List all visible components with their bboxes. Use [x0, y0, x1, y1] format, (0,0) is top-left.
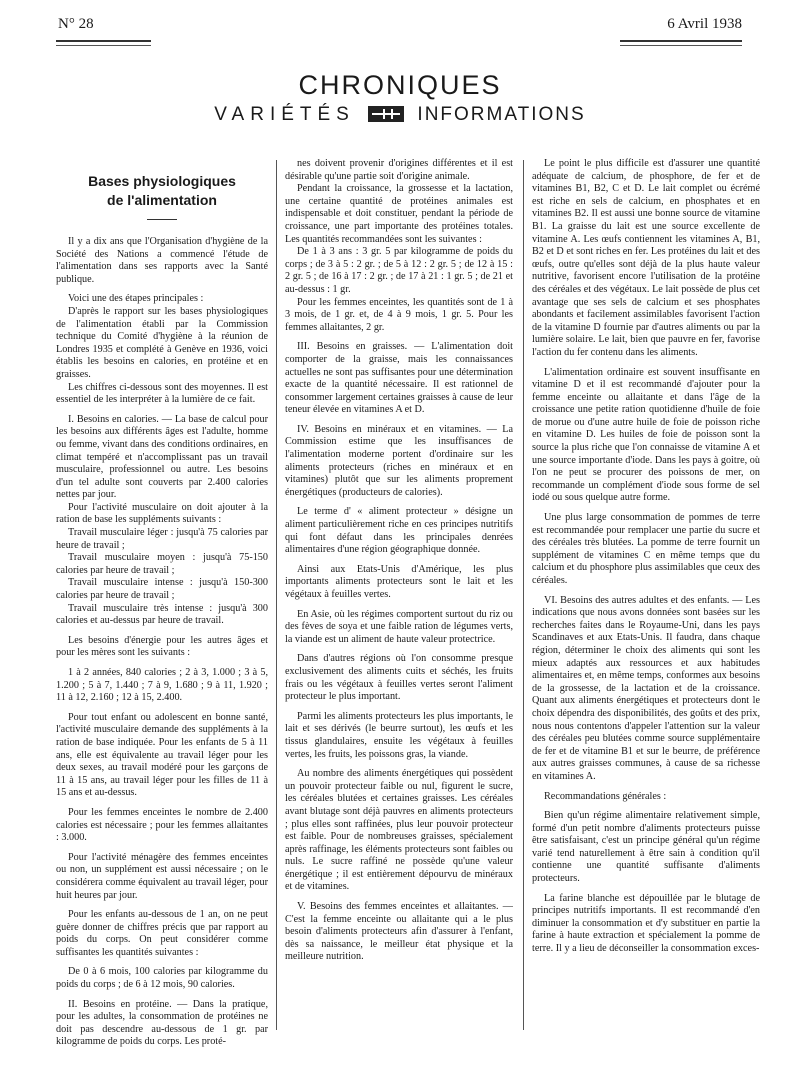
article-title-line-1: Bases physiologiques — [88, 173, 236, 189]
issue-date: 6 Avril 1938 — [667, 16, 742, 32]
column-divider-1 — [276, 160, 277, 1030]
col3-paragraph: Recommandations générales : — [544, 790, 667, 802]
col2-paragraph: Le terme d' « aliment protecteur » désigne un aliment particulièrement riche en ces principes nutritifs qui font défaut dans les principales denrées alimentaires d'une région géographique donnée. — [285, 506, 513, 556]
col1-paragraph: Travail musculaire intense : jusqu'à 150-300 calories par heure de travail ; — [56, 577, 268, 602]
col1-paragraph: Pour les enfants au-dessous de 1 an, on ne peut guère donner de chiffres précis que par rapport au poids du corps. On peut considérer comme suffisantes les quantités suivantes : — [56, 909, 268, 958]
column-3 — [532, 158, 760, 956]
col2-paragraph: IV. Besoins en minéraux et en vitamines. — La Commission estime que les insuffisances de l'alimentation moderne portent d'ordinaire sur les aliments protecteurs (riches en minéraux et en vitamines) plutôt que sur les aliments proprement énergétiques (producteurs de calories). — [285, 423, 513, 498]
col1-paragraph: Les chiffres ci-dessous sont des moyennes. Il est essentiel de les interpréter à la lumière de ce fait. — [56, 381, 268, 406]
title-rule — [147, 219, 177, 220]
col3-paragraph: Le point le plus difficile est d'assurer une quantité adéquate de calcium, de phosphore, de fer et de vitamines B1, B2, C et D. Le lait complet ou écrémé est riche en sels de calcium, en phosphates et en vitamines B2. Il est aussi une bonne source de vitamine B1. La graisse du lait est une source excellente de vitamine A. Les œufs contiennent les vitamines A, B1, B2 et D et sont riches en fer. Les protéines du lait et des œufs, outre qu'elles sont déjà de la plus haute valeur nutritive, favorisent encore l'utilisation de la protéine des céréales et des végétaux. Le lait possède de plus cet avantage que ses sels de calcium et ses phosphates abondants et facilement assimilables favorisent l'action de la vitamine D fournie par d'autres aliments ou par la lumière solaire. Le lait, bien que pauvre en fer, favorise l'action du fer contenu dans les aliments. — [532, 158, 760, 358]
col1-paragraph: 1 à 2 années, 840 calories ; 2 à 3, 1.000 ; 3 à 5, 1.200 ; 5 à 7, 1.440 ; 7 à 9, 1.680 ; 9 à 11, 1.920 ; 11 à 12, 2.160 ; 12 à 15, 2.400. — [56, 667, 268, 704]
col3-paragraph: L'alimentation ordinaire est souvent insuffisante en vitamine D et il est recommandé d'ajouter pour la femme enceinte ou allaitante et dans l'âge de la croissance une petite ration quotidienne d'huile de foie de morue ou d'une autre huile de foie de poisson riche en vitamine D. Les huiles de foie de poisson sont la source la plus riche que l'on connaisse de vitamine A et une source importante d'iode. Dans les pays à goitre, où l'on ne peut se procurer des poissons de mer, on recommande un complément d'iode sous forme de sel iodé ou sous quelque autre forme. — [532, 366, 760, 504]
col1-paragraph: Travail musculaire très intense : jusqu'à 300 calories et au-dessus par heure de travail. — [56, 602, 268, 627]
col3-paragraph: La farine blanche est dépouillée par le blutage de principes nutritifs importants. Il est recommandé d'en diminuer la consommation et d'y substituer en partie la farine à haute extraction et spécialement la pomme de terre. Il y a lieu de déconseiller la consommation exces- — [532, 892, 760, 955]
col1-paragraph: Pour l'activité musculaire on doit ajouter à la ration de base les suppléments suivants : — [56, 501, 268, 526]
header-rule-right — [620, 40, 742, 42]
column-1-body — [56, 236, 268, 1049]
subtitle-varietes: VARIÉTÉS — [214, 104, 355, 125]
col2-paragraph: V. Besoins des femmes enceintes et allaitantes. — C'est la femme enceinte ou allaitante qui a le plus besoin d'aliments protecteurs afin d'assurer à l'enfant, dès sa naissance, le meilleur état physique et la meilleure nutrition. — [285, 901, 513, 963]
column-2-body — [285, 158, 513, 964]
col1-paragraph: Les besoins d'énergie pour les autres âges et pour les mères sont les suivants : — [56, 634, 268, 659]
header-rule-right-thin — [620, 45, 742, 46]
col1-paragraph: Travail musculaire léger : jusqu'à 75 calories par heure de travail ; — [56, 527, 268, 551]
issue-number: N° 28 — [58, 16, 94, 32]
col3-paragraph: VI. Besoins des autres adultes et des enfants. — Les indications que nous avons données sont basées sur les recherches faites dans le Royaume-Uni, dans les pays Scandinaves et aux Etats-Unis. Il faudra, dans chaque région, déterminer le choix des aliments qui sont les mieux adaptés aux ressources et aux habitudes alimentaires et, en même temps, conformes aux besoins de la grossesse, de la lactation et de la croissance. Quant aux aliments énergétiques et protecteurs dont le choix dépendra des disponibilités, des goûts et des prix, nous nous contentons d'appeler l'attention sur la valeur des céréales peu blutées comme source supplémentaire de fer et de vitamine B1 et sur le beurre, de préférence aux autres graisses communes, à cause de sa richesse en vitamines A. — [532, 594, 760, 782]
section-title: CHRONIQUES — [298, 70, 502, 100]
col2-paragraph: Dans d'autres régions où l'on consomme presque exclusivement des aliments cuits et séchés, les fruits frais ou les végétaux à feuilles vertes seront l'aliment protecteur le plus important. — [285, 653, 513, 703]
col1-paragraph: Il y a dix ans que l'Organisation d'hygiène de la Société des Nations a commencé l'étude de l'alimentation dans ses rapports avec la Santé publique. — [56, 236, 268, 285]
col1-paragraph: Pour tout enfant ou adolescent en bonne santé, l'activité musculaire demande des suppléments à la ration de base indiquée. Pour les enfants de 5 à 11 ans, elle est équivalente au travail léger pour les deux sexes, au travail modéré pour les garçons de 11 à 15 ans, au travail léger pour les filles de 11 à 15 ans et au-dessus. — [56, 711, 268, 799]
column-divider-2 — [523, 160, 524, 1030]
col1-paragraph: II. Besoins en protéine. — Dans la pratique, pour les adultes, la consommation de protéines ne doit pas descendre au-dessous de 1 gr. par kilogramme de poids du corps. Les proté- — [56, 998, 268, 1048]
col1-paragraph: Pour les femmes enceintes le nombre de 2.400 calories est nécessaire ; pour les femmes allaitantes : 3.000. — [56, 806, 268, 844]
col2-paragraph: nes doivent provenir d'origines différentes et il est désirable qu'une partie soit d'origine animale. — [285, 158, 513, 182]
col1-paragraph: Pour l'activité ménagère des femmes enceintes ou non, un supplément est aussi nécessaire ; on le considérera comme équivalent au travail léger, pour huit heures par jour. — [56, 851, 268, 901]
article-title — [56, 172, 268, 210]
col2-paragraph: III. Besoins en graisses. — L'alimentation doit comporter de la graisse, mais les connaissances actuelles ne sont pas suffisantes pour une détermination exacte de la quantité nécessaire. Il est rationnel de consommer largement certaines graisses à cause de leur teneur élevée en vitamines A et D. — [285, 341, 513, 416]
col2-paragraph: De 1 à 3 ans : 3 gr. 5 par kilogramme de poids du corps ; de 3 à 5 : 2 gr. ; de 5 à 12 : 2 gr. 5 ; de 12 à 15 : 2 gr. 5 ; de 16 à 17 : 2 gr. ; de 17 à 21 : 1 gr. 5 ; de 21 et au-dessus : 1 gr. — [285, 246, 513, 295]
col2-paragraph: Au nombre des aliments énergétiques qui possèdent un pouvoir protecteur faible ou nul, figurent le sucre, les céréales blutées et certaines graisses. Les céréales avant blutage sont déjà pauvres en aliments protecteurs ; plus elles sont raffinées, plus leur pouvoir protecteur est faible. Pour de nombreuses graisses, spécialement après raffinage, les éléments protecteurs sont faibles ou nuls. Le sucre raffiné ne possède qu'une valeur énergétique ; il est entièrement dépourvu de minéraux et de vitamines. — [285, 768, 513, 893]
ornament-logo-icon — [368, 106, 404, 122]
col2-paragraph: Pour les femmes enceintes, les quantités sont de 1 à 3 mois, de 1 gr. et, de 4 à 9 mois, 1 gr. 5. Pour les femmes allaitantes, 2 gr. — [285, 296, 513, 333]
col1-paragraph: Voici une des étapes principales : — [68, 293, 204, 305]
col3-paragraph: Bien qu'un régime alimentaire relativement simple, formé d'un petit nombre d'aliments protecteurs puisse être satisfaisant, c'est un principe général qu'un régime varié tend naturellement à être sain à condition qu'il contienne une quantité suffisante d'aliments protecteurs. — [532, 810, 760, 885]
col2-paragraph: En Asie, où les régimes comportent surtout du riz ou des fèves de soya et une faible ration de légumes verts, la viande est un aliment de haute valeur protectrice. — [285, 608, 513, 645]
col3-paragraph: Une plus large consommation de pommes de terre est recommandée pour remplacer une partie du sucre et des céréales très blutées. La pomme de terre fournit un supplément de vitamines C en même temps que du calcium et du phosphore plus assimilables que ceux des céréales. — [532, 512, 760, 586]
col1-paragraph: D'après le rapport sur les bases physiologiques de l'alimentation établi par la Commission technique du Comité d'hygiène à la réunion de Londres 1935 et complété à Genève en 1936, voici établis les besoins en calories, en protéine et en graisses. — [56, 305, 268, 380]
col1-paragraph: De 0 à 6 mois, 100 calories par kilogramme du poids du corps ; de 6 à 12 mois, 90 calories. — [56, 966, 268, 991]
column-1 — [56, 158, 268, 1049]
col2-paragraph: Parmi les aliments protecteurs les plus importants, le lait et ses dérivés (le beurre surtout), les œufs et les tissus glandulaires, ensuite les végétaux à feuilles vertes, les fruits, les poissons gras, la viande. — [285, 710, 513, 760]
header-rule-left-thin — [56, 45, 151, 46]
column-3-body — [532, 158, 760, 956]
article-title-line-2: de l'alimentation — [107, 192, 217, 208]
col2-paragraph: Ainsi aux Etats-Unis d'Amérique, les plus importants aliments protecteurs sont le lait et les végétaux à feuilles vertes. — [285, 563, 513, 600]
header-rule-left — [56, 40, 151, 42]
section-subtitle — [0, 104, 800, 126]
column-2 — [285, 158, 513, 964]
col2-paragraph: Pendant la croissance, la grossesse et la lactation, une certaine quantité de protéines animales est indispensable et doit constituer, pendant la période de croissance, une part importante des protéines totales. Les quantités recommandées sont les suivantes : — [285, 183, 513, 245]
col1-paragraph: I. Besoins en calories. — La base de calcul pour les besoins aux différents âges est l'adulte, homme ou femme, vivant dans des conditions ordinaires, en climat tempéré et n'accomplissant pas un travail musculaire, professionnel ou autre. Les besoins d'un tel adulte sont couverts par 2.400 calories nettes par jour. — [56, 413, 268, 501]
col1-paragraph: Travail musculaire moyen : jusqu'à 75-150 calories par heure de travail ; — [56, 552, 268, 576]
subtitle-informations: INFORMATIONS — [417, 104, 586, 125]
